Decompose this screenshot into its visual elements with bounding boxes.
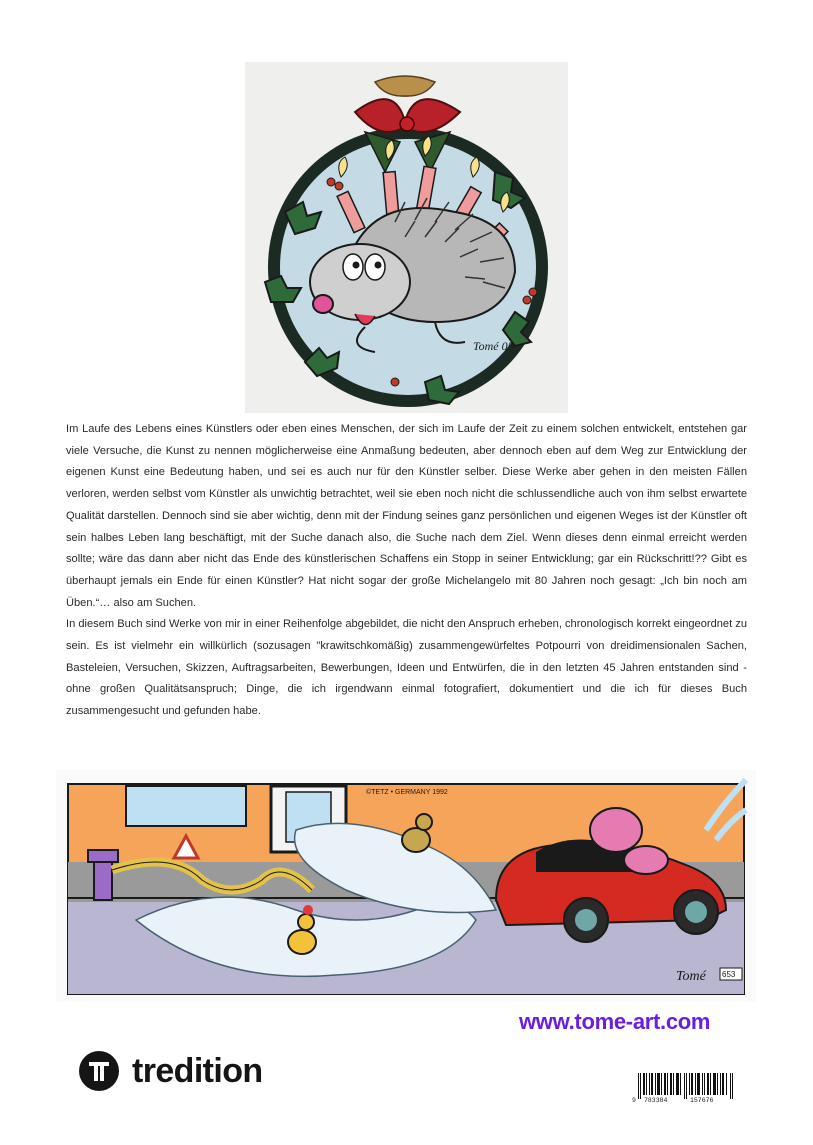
comic-signature: Tomé: [676, 969, 706, 984]
barcode-group-2: 157676: [690, 1097, 714, 1104]
publisher-name: tredition: [132, 1051, 263, 1090]
paragraph-2: In diesem Buch sind Werke von mir in einer Reihenfolge abgebildet, die nicht den Anspruch erheben, chronologisch korrekt eingeordnet zu sein. Es ist vielmehr ein willkürlich (sozusagen "krawitschkomäßig) zusammengewürfeltes Potpourri von dreidimensionalen Sachen, Basteleien, Versuchen, Skizzen, Auftragsarbeiten, Bewerbungen, Ideen und Entwürfen, die in den letzten 45 Jahren entstanden sind - ohne großen Qualitätsanspruch; Dinge, die ich irgendwann einmal fotografiert, dokumentiert und die ich für dieses Buch zusammengesucht und gefunden habe.: [66, 618, 747, 718]
barcode-bars: [638, 1073, 736, 1099]
isbn-barcode: [632, 1073, 736, 1107]
comic-copyright: ©TETZ • GERMANY 1992: [366, 789, 448, 796]
comic-page-number: 653: [722, 970, 736, 979]
hedgehog-ornament-image: [245, 62, 568, 413]
publisher-logo: [79, 1049, 263, 1093]
tredition-logo-icon: [79, 1051, 119, 1091]
barcode-group-1: 783384: [644, 1097, 668, 1104]
website-url[interactable]: www.tome-art.com: [519, 1009, 711, 1034]
barcode-first-digit: 9: [632, 1097, 636, 1104]
comic-strip-image: [56, 770, 756, 1002]
body-text: [66, 419, 747, 723]
paragraph-1: Im Laufe des Lebens eines Künstlers oder eben eines Menschen, der sich im Laufe der Zeit zu einem solchen entwickelt, entstehen gar viele Versuche, die Kunst zu nennen möglicherweise eine Anmaßung bedeuten, aber dennoch eben auf dem Weg zur Entwicklung der eigenen Kunst eine Bedeutung haben, und sei es auch nur für den Künstler selber. Diese Werke aber gehen in den meisten Fällen verloren, werden selbst vom Künstler als unwichtig betrachtet, weil sie eben noch nicht die schlussendliche auch von ihm selbst erwartete Qualität darstellen. Dennoch sind sie aber wichtig, denn mit der Findung seines ganz persönlichen und eigenen Weges ist der Künstler oft sein halbes Leben lang beschäftigt, mit der Suche danach also, die Suche nach dem Ziel. Wenn dieses denn einmal erreicht werden sollte; wäre das dann aber nicht das Ende des künstlerischen Schaffens ein Stopp in seiner Entwicklung; gar ein Rückschritt!?? Gibt es überhaupt jemals ein Ende für einen Künstler? Hat nicht sogar der große Michelangelo mit 80 Jahren noch gesagt: „Ich bin noch am Üben.“… also am Suchen.: [66, 423, 747, 609]
hedgehog-signature: Tomé 05: [473, 339, 514, 353]
